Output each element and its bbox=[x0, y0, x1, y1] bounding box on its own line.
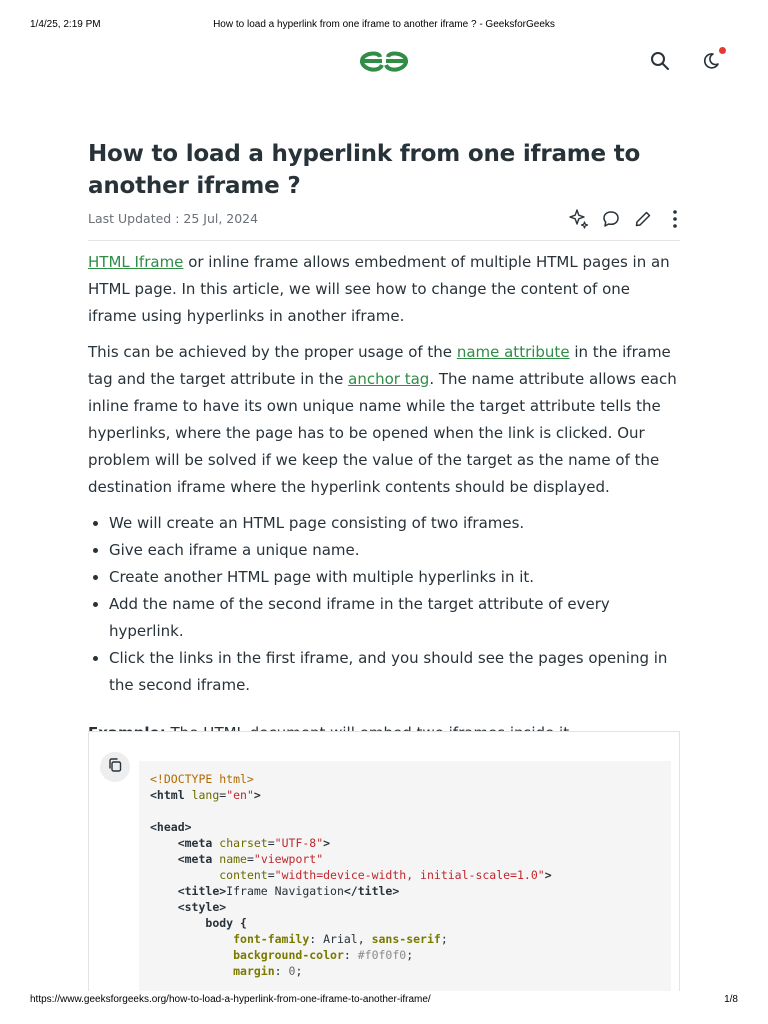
code-content bbox=[150, 771, 552, 979]
code-token: "width=device-width, initial-scale=1.0" bbox=[274, 868, 545, 882]
article-tools bbox=[568, 206, 686, 232]
code-token: <meta bbox=[177, 836, 213, 850]
code-token: font-family bbox=[233, 932, 310, 946]
print-header bbox=[0, 19, 768, 33]
intro-paragraph bbox=[88, 249, 683, 330]
list-item: • We will create an HTML page consisting of two iframes. bbox=[109, 510, 683, 537]
code-token: Iframe Navigation bbox=[226, 884, 344, 898]
code-token: sans-serif bbox=[371, 932, 441, 946]
code-token: "UTF-8" bbox=[274, 836, 324, 850]
print-datetime: 1/4/25, 2:19 PM bbox=[30, 19, 101, 30]
notification-dot bbox=[719, 47, 726, 54]
link-html-iframe[interactable]: HTML Iframe bbox=[88, 253, 184, 271]
list-item: • Click the links in the first iframe, and you should see the pages opening in the second iframe. bbox=[109, 645, 683, 699]
code-token: : bbox=[343, 948, 358, 962]
code-token: <title> bbox=[177, 884, 227, 898]
print-page-number: 1/8 bbox=[724, 994, 738, 1005]
code-token: ; bbox=[440, 932, 448, 946]
list-item: • Add the name of the second iframe in the target attribute of every hyperlink. bbox=[109, 591, 683, 645]
explanation-paragraph bbox=[88, 339, 683, 501]
code-token: "viewport" bbox=[253, 852, 324, 866]
code-token: ; bbox=[295, 964, 303, 978]
link-name-attribute[interactable]: name attribute bbox=[456, 343, 570, 361]
para2-text-3: . The name attribute allows each inline frame to have its own unique name while the target attribute tells the hyperlinks, where the page has to be opened when the link is clicked. Our problem will be solved if we keep the value of the target as the name of the destination iframe where the hyperlink contents should be displayed. bbox=[88, 370, 677, 496]
list-item: • Give each iframe a unique name. bbox=[109, 537, 683, 564]
code-token: = bbox=[267, 836, 275, 850]
code-token: content bbox=[219, 868, 268, 882]
print-footer bbox=[0, 994, 768, 1008]
more-options-icon[interactable] bbox=[664, 208, 686, 230]
para2-text-1: This can be achieved by the proper usage of the bbox=[88, 343, 457, 361]
intro-text: or inline frame allows embedment of multiple HTML pages in an HTML page. In this article, we will see how to change the content of one iframe using hyperlinks in another iframe. bbox=[88, 253, 670, 325]
code-token: body { bbox=[205, 916, 247, 930]
code-token: ; bbox=[406, 948, 414, 962]
copy-code-button[interactable] bbox=[100, 752, 130, 782]
para2-text-2: in the iframe tag and the target attribute in the bbox=[88, 343, 671, 388]
last-updated: Last Updated : 25 Jul, 2024 bbox=[88, 211, 259, 226]
code-token: <!DOCTYPE html> bbox=[150, 772, 254, 786]
code-token: > bbox=[544, 868, 552, 882]
comment-icon[interactable] bbox=[600, 208, 622, 230]
code-token: <head> bbox=[150, 820, 192, 834]
code-token: <style> bbox=[177, 900, 227, 914]
code-token: #f0f0f0 bbox=[357, 948, 407, 962]
print-url: https://www.geeksforgeeks.org/how-to-load-a-hyperlink-from-one-iframe-to-another-iframe/ bbox=[30, 994, 431, 1005]
code-token: name bbox=[219, 852, 247, 866]
code-token: lang bbox=[191, 788, 220, 802]
code-token: "en" bbox=[226, 788, 254, 802]
print-page-title: How to load a hyperlink from one iframe to another iframe ? - GeeksforGeeks bbox=[213, 19, 555, 30]
gfg-logo-icon[interactable] bbox=[357, 48, 411, 76]
page-title: How to load a hyperlink from one iframe to another iframe ? bbox=[88, 141, 641, 199]
edit-pencil-icon[interactable] bbox=[632, 208, 654, 230]
code-token: <html bbox=[150, 788, 185, 802]
code-token: = bbox=[219, 788, 227, 802]
list-item: • Create another HTML page with multiple hyperlinks in it. bbox=[109, 564, 683, 591]
code-token: > bbox=[323, 836, 331, 850]
code-token: 0 bbox=[288, 964, 296, 978]
code-token: background-color bbox=[233, 948, 344, 962]
code-block bbox=[88, 731, 680, 991]
code-token: > bbox=[253, 788, 261, 802]
code-token: charset bbox=[219, 836, 268, 850]
code-token: : bbox=[274, 964, 289, 978]
title-divider bbox=[88, 240, 680, 241]
steps-list bbox=[88, 510, 683, 699]
code-token: : Arial, bbox=[309, 932, 372, 946]
moon-icon[interactable] bbox=[700, 50, 722, 72]
article-body bbox=[88, 249, 683, 747]
code-token: </title> bbox=[343, 884, 400, 898]
link-anchor-tag[interactable]: anchor tag bbox=[348, 370, 430, 388]
code-token: = bbox=[246, 852, 254, 866]
ai-sparkle-icon[interactable] bbox=[568, 208, 590, 230]
copy-icon bbox=[107, 757, 123, 777]
search-icon[interactable] bbox=[649, 50, 671, 72]
code-token: <meta bbox=[177, 852, 213, 866]
code-token: margin bbox=[233, 964, 275, 978]
code-area bbox=[139, 761, 671, 991]
code-token: = bbox=[267, 868, 275, 882]
